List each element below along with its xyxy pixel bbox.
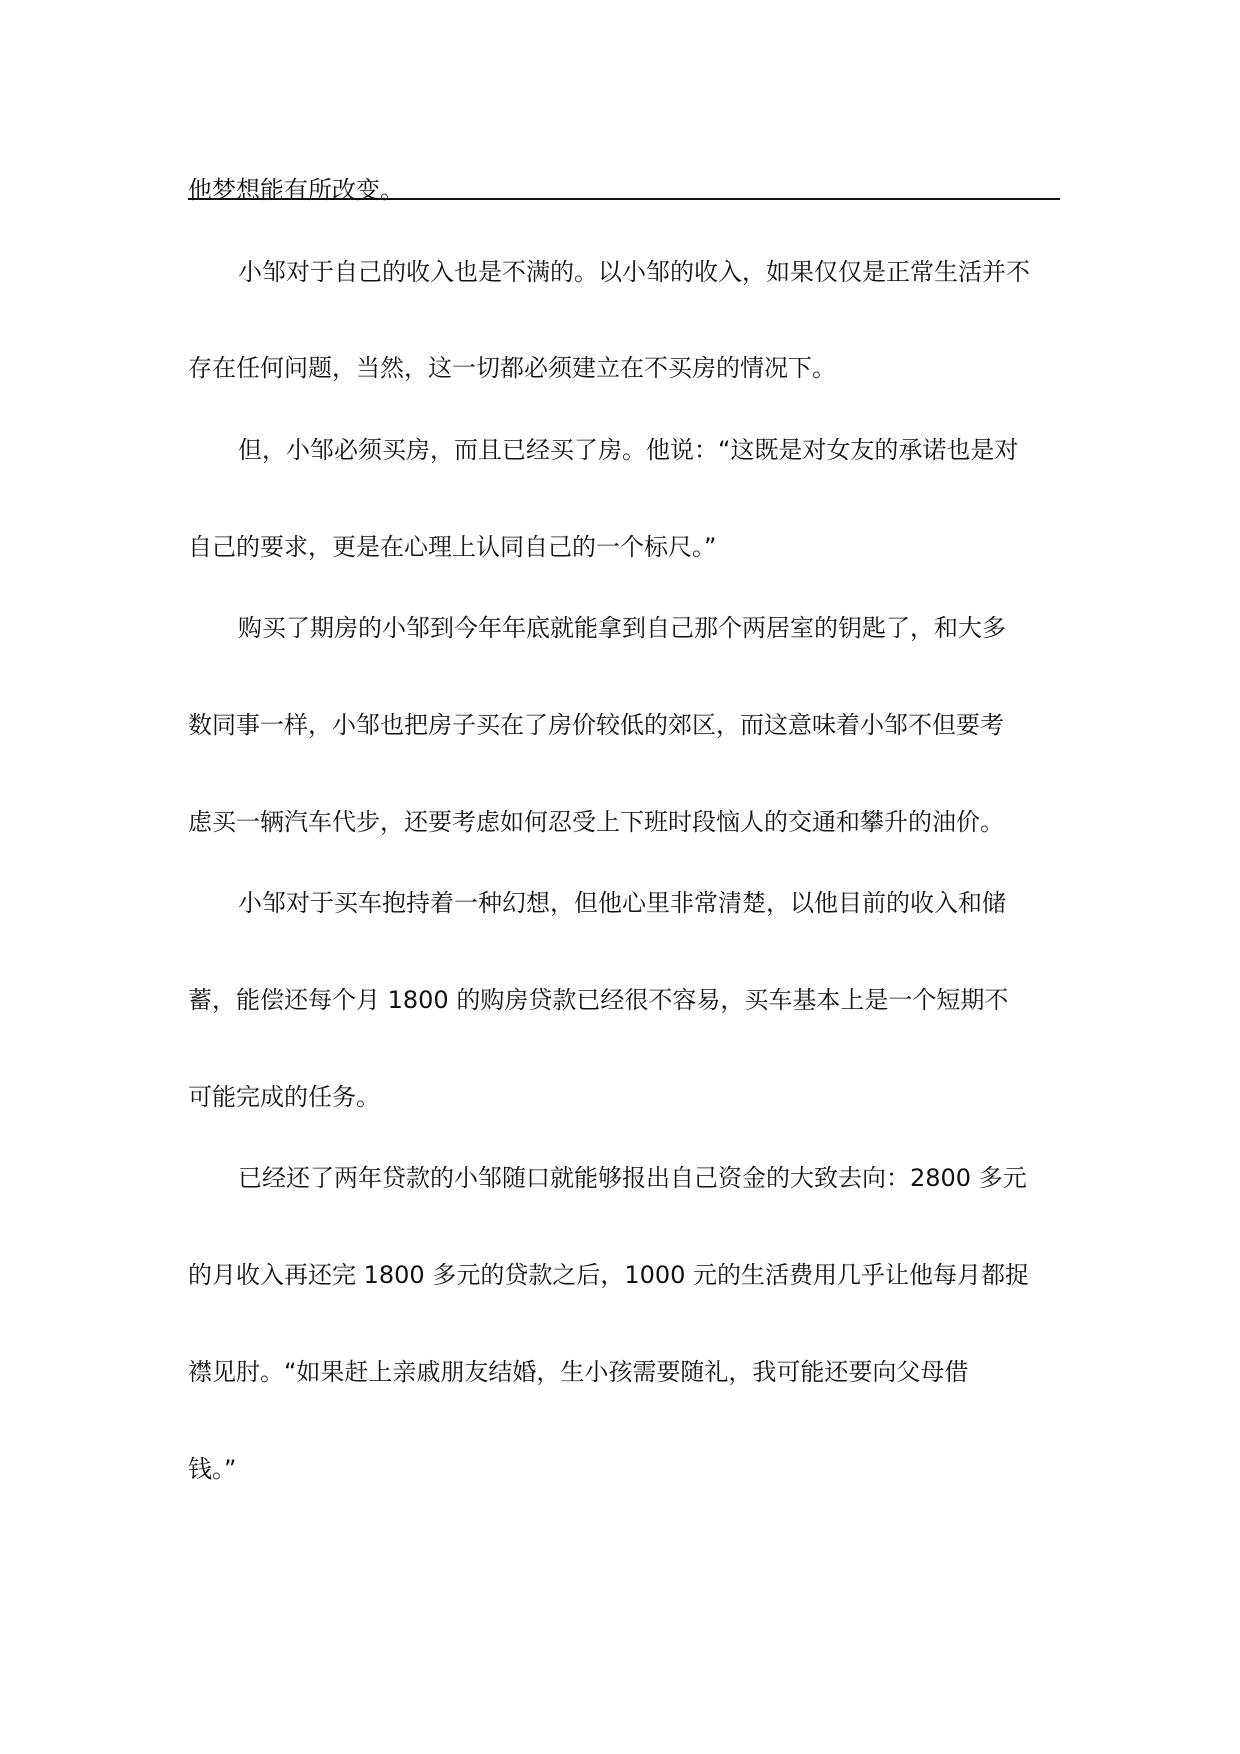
text-line: 购买了期房的小邹到今年年底就能拿到自己那个两居室的钥匙了，和大多 (238, 614, 1006, 642)
text-line: 襟见肘。“如果赶上亲戚朋友结婚，生小孩需要随礼，我可能还要向父母借 (188, 1358, 969, 1386)
text-line: 他梦想能有所改变。 (188, 176, 404, 204)
text-line: 自己的要求，更是在心理上认同自己的一个标尺。” (188, 533, 717, 561)
text-line: 的月收入再还完 1800 多元的贷款之后，1000 元的生活费用几乎让他每月都捉 (188, 1261, 1030, 1289)
horizontal-rule (188, 198, 1060, 200)
text-line: 小邹对于买车抱持着一种幻想，但他心里非常清楚，以他目前的收入和储 (238, 889, 1006, 917)
text-line: 小邹对于自己的收入也是不满的。以小邹的收入，如果仅仅是正常生活并不 (238, 258, 1030, 286)
text-line: 已经还了两年贷款的小邹随口就能够报出自己资金的大致去向：2800 多元 (238, 1164, 1027, 1192)
text-line: 蓄，能偿还每个月 1800 的购房贷款已经很不容易，买车基本上是一个短期不 (188, 986, 1009, 1014)
text-line: 存在任何问题，当然，这一切都必须建立在不买房的情况下。 (188, 354, 836, 382)
text-line: 虑买一辆汽车代步，还要考虑如何忍受上下班时段恼人的交通和攀升的油价。 (188, 808, 1004, 836)
text-line: 可能完成的任务。 (188, 1083, 380, 1111)
text-line: 钱。” (188, 1455, 237, 1483)
text-line: 数同事一样，小邹也把房子买在了房价较低的郊区，而这意味着小邹不但要考 (188, 711, 1004, 739)
text-line: 但，小邹必须买房，而且已经买了房。他说：“这既是对女友的承诺也是对 (238, 436, 1019, 464)
